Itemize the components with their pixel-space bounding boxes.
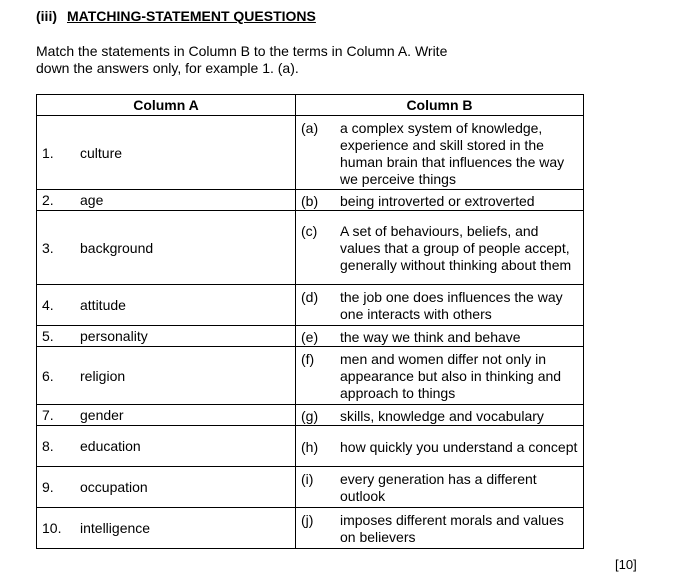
table-row xyxy=(37,508,584,549)
term: age xyxy=(80,192,104,208)
instructions xyxy=(36,43,496,77)
statement-text: men and women differ not only in appearance but also in thinking and approach to things xyxy=(340,351,562,401)
column-b-cell xyxy=(296,347,584,405)
table-row xyxy=(37,285,584,326)
column-b-cell xyxy=(296,211,584,285)
statement-text: how quickly you understand a concept xyxy=(340,438,578,455)
term: education xyxy=(80,438,141,454)
term-number: 10. xyxy=(42,520,62,536)
statement-letter: (g) xyxy=(301,407,319,424)
statement-letter: (d) xyxy=(301,289,319,305)
section-number: (iii) xyxy=(36,8,57,24)
column-a-cell xyxy=(37,405,296,426)
column-a-cell xyxy=(37,467,296,508)
matching-table xyxy=(36,94,584,549)
statement-letter: (f) xyxy=(301,351,315,367)
statement-letter: (i) xyxy=(301,471,314,487)
section-title: MATCHING-STATEMENT QUESTIONS xyxy=(67,8,316,24)
column-a-cell xyxy=(37,190,296,211)
term: personality xyxy=(80,328,148,344)
statement-letter: (a) xyxy=(301,119,319,136)
term: background xyxy=(80,239,154,256)
column-a-cell xyxy=(37,426,296,467)
column-a-header: Column A xyxy=(37,95,296,116)
statement-text: every generation has a different outlook xyxy=(340,471,537,504)
column-a-cell xyxy=(37,326,296,347)
term: religion xyxy=(80,367,126,384)
column-a-cell xyxy=(37,211,296,285)
statement-letter: (c) xyxy=(301,223,318,239)
term-number: 6. xyxy=(42,367,54,384)
column-b-cell xyxy=(296,190,584,211)
statement-letter: (j) xyxy=(301,512,314,528)
statement-text: the job one does influences the way one interacts with others xyxy=(340,289,563,322)
column-b-cell xyxy=(296,426,584,467)
table-row xyxy=(37,347,584,405)
term: occupation xyxy=(80,479,148,495)
column-b-cell xyxy=(296,467,584,508)
term: attitude xyxy=(80,297,126,313)
marks-total: [10] xyxy=(615,557,637,572)
statement-letter: (e) xyxy=(301,328,319,345)
term: culture xyxy=(80,144,123,161)
column-b-cell xyxy=(296,116,584,190)
instructions-line-2: down the answers only, for example 1. (a). xyxy=(36,60,299,76)
instructions-line-1: Match the statements in Column B to the terms in Column A. Write xyxy=(36,43,448,59)
statement-text: skills, knowledge and vocabulary xyxy=(340,407,544,424)
column-a-cell xyxy=(37,116,296,190)
column-a-cell xyxy=(37,347,296,405)
statement-text: the way we think and behave xyxy=(340,328,521,345)
table-row xyxy=(37,190,584,211)
term: intelligence xyxy=(80,520,151,536)
term-number: 1. xyxy=(42,144,54,161)
table-header-row xyxy=(37,95,584,116)
statement-letter: (h) xyxy=(301,438,319,455)
statement-text: a complex system of knowledge, experience and skill stored in the human brain that influences the way we perceive things xyxy=(340,119,565,187)
table-row xyxy=(37,426,584,467)
statement-letter: (b) xyxy=(301,192,319,209)
column-b-cell xyxy=(296,326,584,347)
table-row xyxy=(37,326,584,347)
column-b-cell xyxy=(296,508,584,549)
section-heading xyxy=(36,8,316,24)
term-number: 5. xyxy=(42,328,54,344)
term-number: 7. xyxy=(42,407,54,423)
term-number: 8. xyxy=(42,438,54,454)
table-row xyxy=(37,405,584,426)
table-row xyxy=(37,116,584,190)
term-number: 3. xyxy=(42,239,54,256)
table-row xyxy=(37,211,584,285)
column-b-cell xyxy=(296,405,584,426)
statement-text: being introverted or extroverted xyxy=(340,192,535,209)
column-a-cell xyxy=(37,285,296,326)
statement-text: imposes different morals and values on believers xyxy=(340,512,564,545)
term-number: 2. xyxy=(42,192,54,208)
column-b-cell xyxy=(296,285,584,326)
term: gender xyxy=(80,407,124,423)
column-b-header: Column B xyxy=(296,95,584,116)
table-row xyxy=(37,467,584,508)
statement-text: A set of behaviours, beliefs, and values that a group of people accept, generally without thinking about them xyxy=(340,223,572,273)
term-number: 9. xyxy=(42,479,54,495)
term-number: 4. xyxy=(42,297,54,313)
column-a-cell xyxy=(37,508,296,549)
